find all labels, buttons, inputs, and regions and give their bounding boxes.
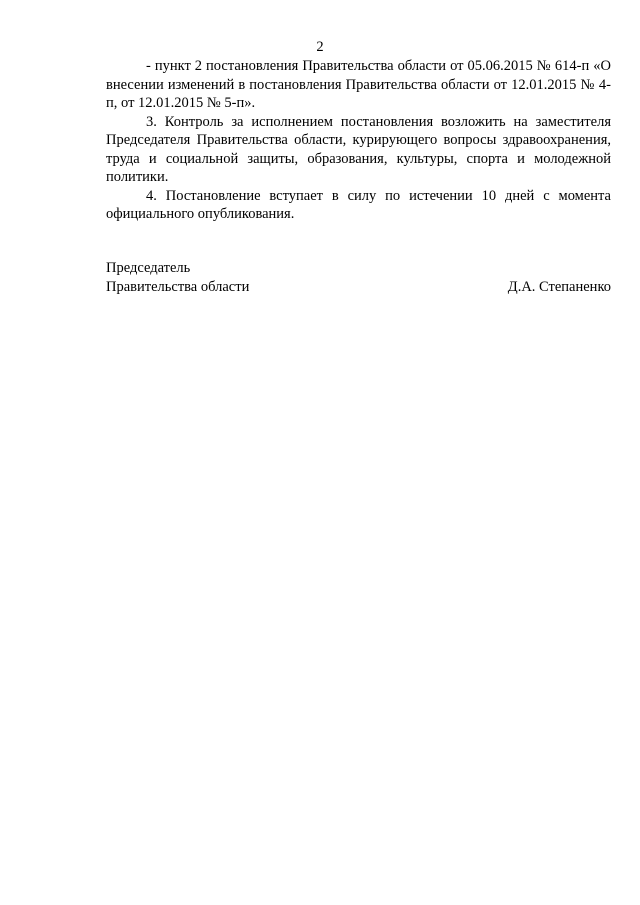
paragraph-4-effective-date: 4. Постановление вступает в силу по истечении 10 дней с момента официального опубликования. <box>106 187 611 222</box>
page-number: 2 <box>316 39 324 55</box>
paragraph-item-2-reference: - пункт 2 постановления Правительства области от 05.06.2015 № 614-п «О внесении изменений в постановления Правительства области от 12.01.2015 № 4-п, от 12.01.2015 № 5-п». <box>106 58 611 111</box>
signatory-title-line1: Председатель <box>106 260 191 276</box>
signatory-title-line2: Правительства области <box>106 278 250 295</box>
signature-block <box>106 259 611 296</box>
signatory-name: Д.А. Степаненко <box>507 278 611 295</box>
signature-row <box>106 278 611 297</box>
paragraph-3-control: 3. Контроль за исполнением постановления возложить на заместителя Председателя Правительства области, курирующего вопросы здравоохранения, труда и социальной защиты, образования, культуры, спорта и молодежной политики. <box>106 113 611 185</box>
document-body <box>106 57 611 224</box>
